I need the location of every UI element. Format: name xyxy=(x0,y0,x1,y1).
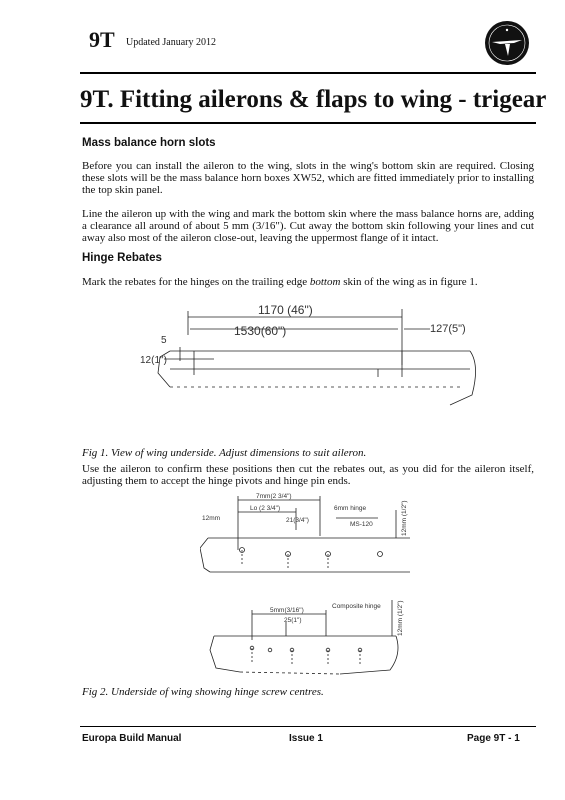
fig1-dim-middle: 1530(60") xyxy=(234,324,287,338)
title-rule xyxy=(80,122,536,124)
fig1-dim-small-left: 12(1") xyxy=(140,355,167,366)
europa-logo-icon xyxy=(484,20,530,66)
fig1-dim-total: 1170 (46") xyxy=(258,303,313,317)
mass-balance-paragraph-1: Before you can install the aileron to the wing, slots in the wing's bottom skin are required. Closing these slots will be the mass balance horn boxes XW52, which are fitted immediately prior to installing the top skin panel. xyxy=(82,160,534,196)
page-title: 9T. Fitting ailerons & flaps to wing - trigear xyxy=(80,86,547,113)
footer-manual-name: Europa Build Manual xyxy=(82,733,182,744)
header-rule xyxy=(80,72,536,74)
section-heading-hinge-rebates: Hinge Rebates xyxy=(82,252,162,264)
fig2-dim-i: Composite hinge xyxy=(332,603,381,610)
fig2-dim-c: 21(3/4") xyxy=(286,517,309,524)
fig1-dim-small-top: 5 xyxy=(161,335,167,346)
fig2-dim-e: MS-120 xyxy=(350,521,373,528)
updated-date: Updated January 2012 xyxy=(126,37,216,48)
section-number: 9T xyxy=(89,27,115,52)
footer-page-number: Page 9T - 1 xyxy=(467,733,520,744)
mass-balance-paragraph-2: Line the aileron up with the wing and mark the bottom skin where the mass balance horns are, adding a clearance all around of about 5 mm (3/16"). Cut away the bottom skin following your lines and cut away also most of the aileron close-out, leaving the uppermost flange of it intact. xyxy=(82,208,534,244)
intro-text-b: skin of the wing as in figure 1. xyxy=(340,276,478,288)
figure-1-wing-underside xyxy=(130,295,510,413)
footer-rule xyxy=(80,726,536,727)
figure-1-caption: Fig 1. View of wing underside. Adjust dimensions to suit aileron. xyxy=(82,447,367,459)
fig2-dim-f: 12mm xyxy=(202,515,221,522)
fig1-dim-right: 127(5") xyxy=(430,323,466,335)
fig2-dim-d: 6mm hinge xyxy=(334,505,367,512)
fig2-dim-a: 7mm(2 3/4") xyxy=(256,493,292,500)
fig2-dim-g: 12mm (1/2") xyxy=(401,500,408,536)
intro-emphasis: bottom xyxy=(309,276,341,288)
intro-text-a: Mark the rebates for the hinges on the trailing edge xyxy=(82,276,310,288)
hinge-rebates-paragraph-2: Use the aileron to confirm these positions then cut the rebates out, as you did for the aileron itself, adjusting them to accept the hinge pivots and hinge pin ends. xyxy=(82,463,534,487)
fig2-dim-h: 5mm(3/16") xyxy=(270,607,304,614)
fig2-dim-b: Lo (2 3/4") xyxy=(250,505,281,512)
figure-2-hinge-screw-centres xyxy=(200,490,415,690)
section-heading-mass-balance: Mass balance horn slots xyxy=(82,137,216,149)
fig2-dim-j: 25(1") xyxy=(284,617,302,624)
footer-issue: Issue 1 xyxy=(289,733,323,744)
fig2-dim-k: 12mm (1/2") xyxy=(397,600,404,636)
hinge-rebates-intro xyxy=(82,276,534,288)
figure-2-caption: Fig 2. Underside of wing showing hinge screw centres. xyxy=(82,686,324,698)
